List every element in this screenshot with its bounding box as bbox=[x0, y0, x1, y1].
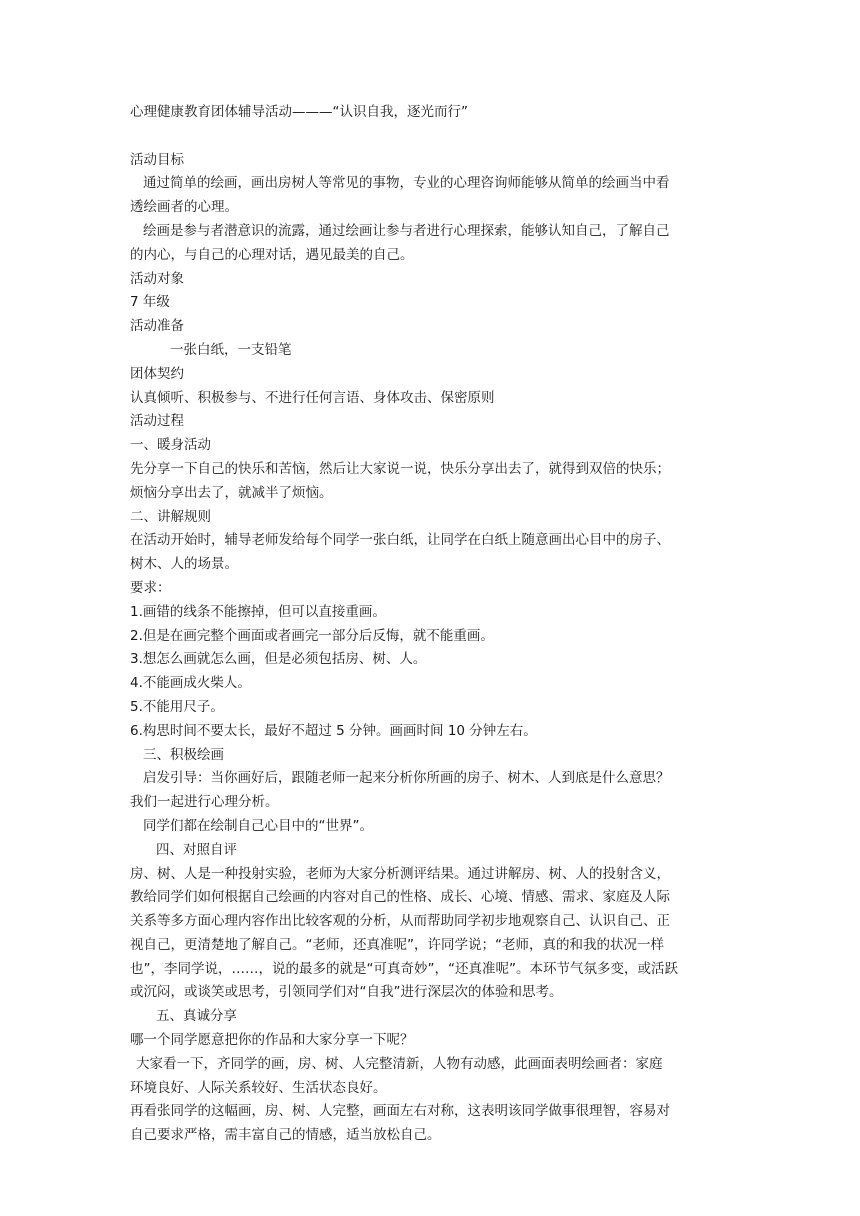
step-4-line-3: 关系等多方面心理内容作出比较客观的分析，从而帮助同学初步地观察自己、认识自己、正 bbox=[130, 913, 670, 930]
step-4-line-6: 或沉闷，或谈笑或思考，引领同学们对“自我”进行深层次的体验和思考。 bbox=[130, 984, 563, 1001]
step-5-line-5: 自己要求严格，需丰富自己的情感，适当放松自己。 bbox=[130, 1127, 441, 1144]
step-3-heading: 三、积极绘画 bbox=[143, 746, 224, 763]
rule-item: 1.画错的线条不能擦掉，但可以直接重画。 bbox=[130, 603, 386, 620]
step-4-line-2: 教给同学们如何根据自己绘画的内容对自己的性格、成长、心境、情感、需求、家庭及人际 bbox=[130, 889, 670, 906]
step-2-heading: 二、讲解规则 bbox=[130, 508, 211, 525]
step-5-line-2: 大家看一下，齐同学的画，房、树、人完整清新，人物有动感，此画面表明绘画者：家庭 bbox=[136, 1055, 663, 1072]
preparation-value: 一张白纸，一支铅笔 bbox=[170, 341, 292, 358]
goal-paragraph-2-line-1: 绘画是参与者潜意识的流露，通过绘画让参与者进行心理探索，能够认知自己，了解自己 bbox=[143, 222, 670, 239]
goal-paragraph-1-line-1: 通过简单的绘画，画出房树人等常见的事物，专业的心理咨询师能够从简单的绘画当中看 bbox=[143, 175, 670, 192]
section-heading-contract: 团体契约 bbox=[130, 365, 184, 382]
section-heading-process: 活动过程 bbox=[130, 413, 184, 430]
rule-item: 4.不能画成火柴人。 bbox=[130, 675, 251, 692]
target-value: 7 年级 bbox=[130, 294, 170, 311]
step-1-line-2: 烦恼分享出去了，就减半了烦恼。 bbox=[130, 484, 333, 501]
step-1-line-1: 先分享一下自己的快乐和苦恼，然后让大家说一说，快乐分享出去了，就得到双倍的快乐； bbox=[130, 460, 670, 477]
goal-paragraph-2-line-2: 的内心，与自己的心理对话，遇见最美的自己。 bbox=[130, 246, 414, 263]
requirements-heading: 要求： bbox=[130, 579, 171, 596]
step-3-line-2: 我们一起进行心理分析。 bbox=[130, 794, 279, 811]
rule-item: 6.构思时间不要太长，最好不超过 5 分钟。画画时间 10 分钟左右。 bbox=[130, 722, 537, 739]
step-4-heading: 四、对照自评 bbox=[156, 841, 237, 858]
step-5-line-1: 哪一个同学愿意把你的作品和大家分享一下呢？ bbox=[130, 1032, 414, 1049]
step-1-heading: 一、暖身活动 bbox=[130, 437, 211, 454]
goal-paragraph-1-line-2: 透绘画者的心理。 bbox=[130, 199, 238, 216]
document-title: 心理健康教育团体辅导活动———“认识自我，逐光而行” bbox=[130, 104, 468, 120]
step-3-line-3: 同学们都在绘制自己心目中的“世界”。 bbox=[143, 817, 373, 834]
section-heading-goal: 活动目标 bbox=[130, 151, 184, 168]
rule-item: 3.想怎么画就怎么画，但是必须包括房、树、人。 bbox=[130, 651, 427, 668]
step-2-line-1: 在活动开始时，辅导老师发给每个同学一张白纸，让同学在白纸上随意画出心目中的房子、 bbox=[130, 532, 670, 549]
section-heading-target: 活动对象 bbox=[130, 270, 184, 287]
step-5-line-3: 环境良好、人际关系较好、生活状态良好。 bbox=[130, 1079, 387, 1096]
step-5-heading: 五、真诚分享 bbox=[156, 1008, 237, 1025]
step-4-line-1: 房、树、人是一种投射实验，老师为大家分析测评结果。通过讲解房、树、人的投射含义， bbox=[130, 865, 670, 882]
rule-item: 2.但是在画完整个画面或者画完一部分后反悔，就不能重画。 bbox=[130, 627, 494, 644]
rule-item: 5.不能用尺子。 bbox=[130, 698, 224, 715]
document-page bbox=[130, 101, 730, 1148]
step-4-line-5: 也”，李同学说，……，说的最多的就是“可真奇妙”，“还真准呢”。本环节气氛多变，或活跃 bbox=[130, 960, 678, 977]
blank-line bbox=[130, 125, 730, 149]
step-4-line-4: 视自己，更清楚地了解自己。“老师，还真准呢”，许同学说；“老师，真的和我的状况一样 bbox=[130, 936, 664, 953]
step-5-line-4: 再看张同学的这幅画，房、树、人完整，画面左右对称，这表明该同学做事很理智，容易对 bbox=[130, 1103, 670, 1120]
step-3-line-1: 启发引导：当你画好后，跟随老师一起来分析你所画的房子、树木、人到底是什么意思？ bbox=[143, 770, 670, 787]
step-2-line-2: 树木、人的场景。 bbox=[130, 556, 238, 573]
contract-value: 认真倾听、积极参与、不进行任何言语、身体攻击、保密原则 bbox=[130, 389, 495, 406]
section-heading-preparation: 活动准备 bbox=[130, 318, 184, 335]
